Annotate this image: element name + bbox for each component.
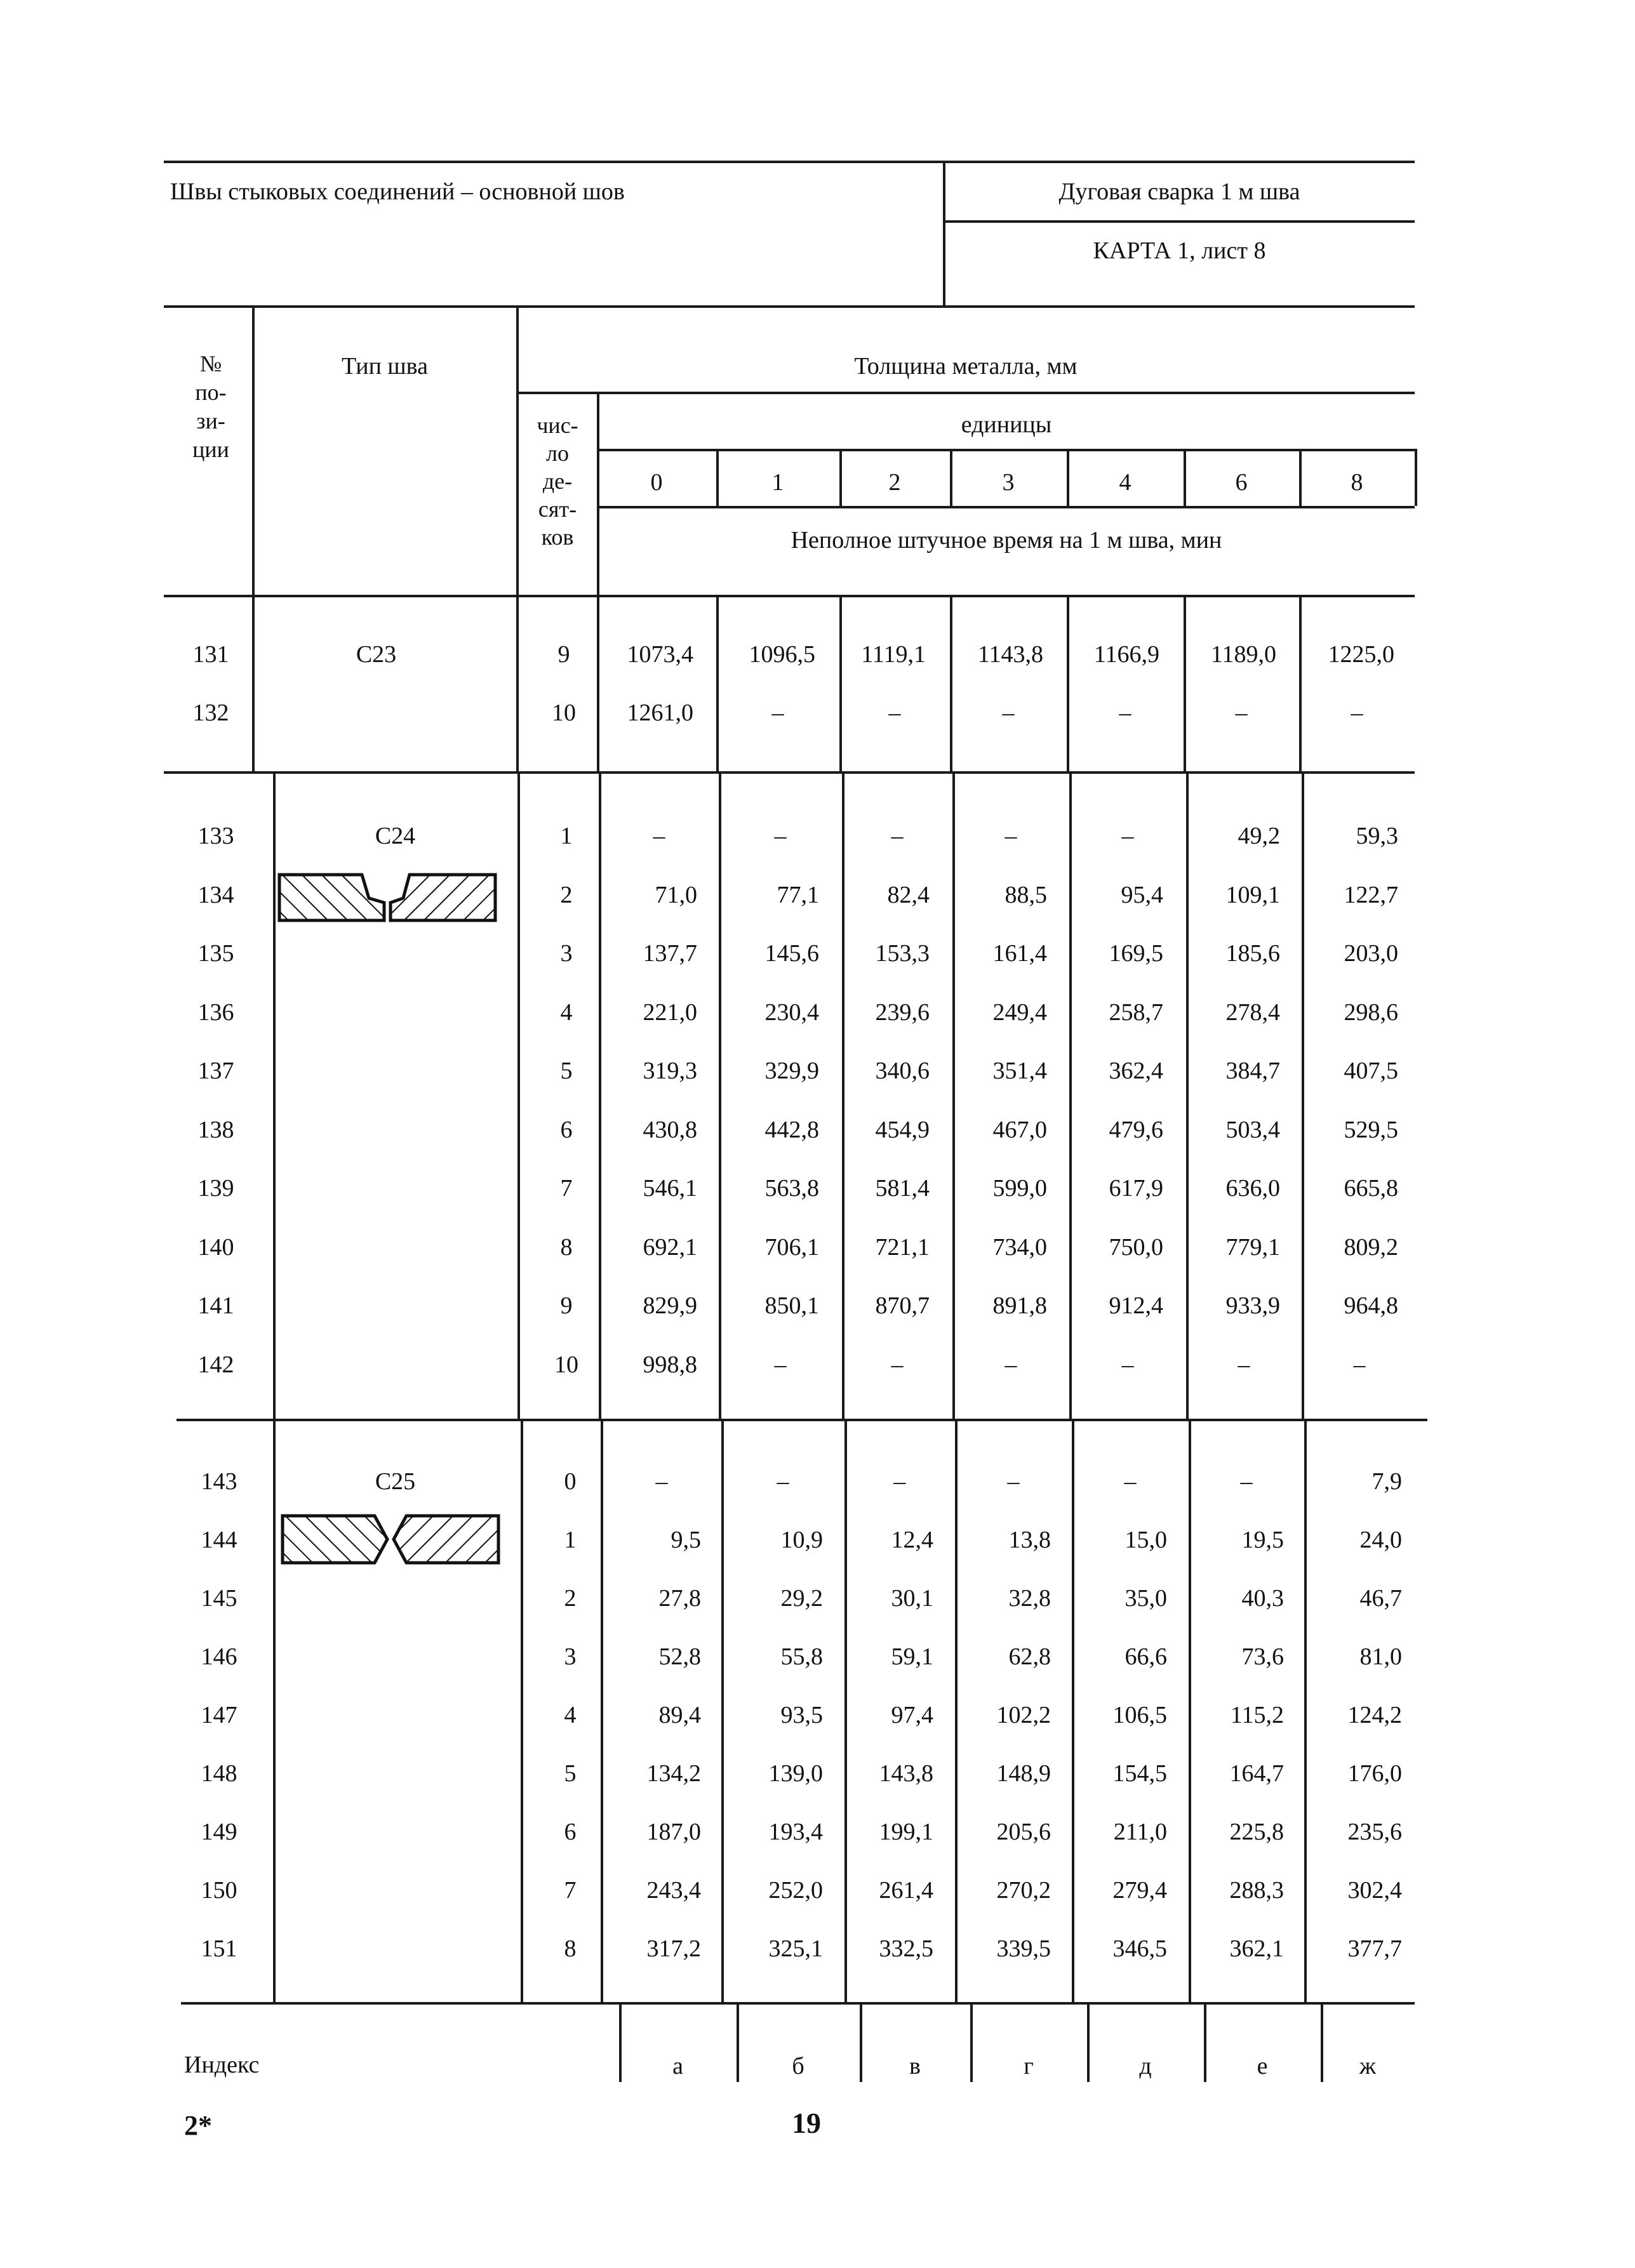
c25-seam-profile-drawing [279, 1511, 502, 1568]
tens-count: 3 [560, 940, 573, 967]
time-value: 164,7 [1229, 1760, 1284, 1787]
tens-count: 0 [564, 1468, 577, 1495]
time-value: 964,8 [1344, 1292, 1398, 1319]
time-value: 239,6 [875, 999, 930, 1026]
body-col-rule-pos [252, 595, 255, 771]
time-value: 467,0 [992, 1117, 1047, 1143]
time-value: 1073,4 [627, 641, 693, 668]
position-number: 138 [197, 1117, 234, 1143]
c25-left-plate [283, 1516, 387, 1563]
unit-value-header: 4 [1119, 469, 1131, 496]
tens-header-line: ков [541, 524, 574, 550]
time-value: – [1004, 823, 1017, 849]
time-value: 7,9 [1371, 1468, 1402, 1495]
time-value: 1189,0 [1210, 641, 1276, 668]
time-value: 12,4 [891, 1527, 933, 1553]
body-col-rule-value [1299, 595, 1302, 771]
time-value: 377,7 [1347, 1935, 1402, 1962]
footer-top-rule [181, 2002, 1415, 2005]
unit-col-rule [839, 449, 842, 506]
time-value: 143,8 [879, 1760, 933, 1787]
position-number: 148 [201, 1760, 237, 1787]
time-value: – [1351, 700, 1363, 726]
time-value: 221,0 [643, 999, 697, 1026]
time-value: – [891, 1351, 904, 1378]
time-value: 249,4 [992, 999, 1047, 1026]
time-value: 205,6 [996, 1819, 1051, 1845]
body-col-rule-type [517, 771, 520, 1419]
tens-count: 10 [552, 700, 576, 726]
time-value: 479,6 [1109, 1117, 1163, 1143]
time-value: 325,1 [768, 1935, 823, 1962]
unit-col-rule [1299, 449, 1302, 506]
process-label: Дуговая сварка 1 м шва [1058, 178, 1300, 205]
time-value: 139,0 [768, 1760, 823, 1787]
time-value: 81,0 [1359, 1643, 1402, 1670]
time-value: 10,9 [780, 1527, 823, 1553]
time-value: 529,5 [1344, 1117, 1398, 1143]
time-value: 870,7 [875, 1292, 930, 1319]
time-value: – [891, 823, 904, 849]
seam-type-label: С24 [375, 823, 416, 849]
index-col-rule [860, 2002, 862, 2082]
tens-count: 2 [560, 882, 573, 908]
index-letter: е [1257, 2053, 1268, 2079]
time-value: 503,4 [1225, 1117, 1280, 1143]
unit-values-rule [597, 506, 1415, 508]
time-value: – [1121, 823, 1134, 849]
position-number: 133 [197, 823, 234, 849]
time-value: 1143,8 [977, 641, 1043, 668]
tens-count: 10 [554, 1351, 578, 1378]
index-letter: в [909, 2053, 921, 2079]
thickness-rule [516, 392, 1415, 394]
time-value: 933,9 [1225, 1292, 1280, 1319]
index-letter: г [1024, 2053, 1034, 2079]
time-value: 581,4 [875, 1175, 930, 1202]
header-bottom-rule [164, 305, 1415, 308]
time-value: – [1238, 1351, 1250, 1378]
time-value: 850,1 [764, 1292, 819, 1319]
unit-value-header: 6 [1235, 469, 1248, 496]
time-value: 106,5 [1112, 1702, 1167, 1728]
time-value: 563,8 [764, 1175, 819, 1202]
position-number: 142 [197, 1351, 234, 1378]
time-value: 211,0 [1113, 1819, 1167, 1845]
c25-right-plate [394, 1516, 498, 1563]
time-value: 82,4 [887, 882, 930, 908]
time-value: 1166,9 [1093, 641, 1159, 668]
time-value: 49,2 [1238, 823, 1280, 849]
c24-left-plate [279, 875, 384, 920]
seam-type-label: С25 [375, 1468, 416, 1495]
position-number: 149 [201, 1819, 237, 1845]
body-col-rule-value [839, 595, 842, 771]
time-value: 66,6 [1124, 1643, 1167, 1670]
time-value: 362,1 [1229, 1935, 1284, 1962]
time-value: 288,3 [1229, 1877, 1284, 1904]
position-number: 136 [197, 999, 234, 1026]
tens-count: 7 [560, 1175, 573, 1202]
time-value: 279,4 [1112, 1877, 1167, 1904]
unit-col-rule [1067, 449, 1069, 506]
time-value: 317,2 [646, 1935, 701, 1962]
body-col-rule-value [716, 595, 719, 771]
time-value: 454,9 [875, 1117, 930, 1143]
body-col-rule-tens [597, 595, 599, 771]
time-value: 55,8 [780, 1643, 823, 1670]
time-value: 193,4 [768, 1819, 823, 1845]
unit-col-rule [1184, 449, 1186, 506]
time-value: 97,4 [891, 1702, 933, 1728]
time-value: 59,3 [1356, 823, 1398, 849]
time-value: 235,6 [1347, 1819, 1402, 1845]
units-header: единицы [961, 411, 1052, 438]
index-col-rule [970, 2002, 973, 2082]
unit-col-rule [950, 449, 952, 506]
body-col-rule-type [516, 595, 519, 771]
head-bottom-rule [164, 595, 1415, 597]
position-number: 134 [197, 882, 234, 908]
time-value: 442,8 [764, 1117, 819, 1143]
time-value: 270,2 [996, 1877, 1051, 1904]
time-value: 62,8 [1008, 1643, 1051, 1670]
time-value: 124,2 [1347, 1702, 1402, 1728]
time-value: 73,6 [1241, 1643, 1284, 1670]
time-value: 32,8 [1008, 1585, 1051, 1612]
time-value: 59,1 [891, 1643, 933, 1670]
time-value: 332,5 [879, 1935, 933, 1962]
time-value: 225,8 [1229, 1819, 1284, 1845]
position-header-line: ции [192, 437, 229, 462]
seam-type-label: С23 [356, 641, 397, 668]
position-number: 143 [201, 1468, 237, 1495]
time-value: – [1235, 700, 1248, 726]
time-value: 599,0 [992, 1175, 1047, 1202]
time-value: 230,4 [764, 999, 819, 1026]
position-number: 145 [201, 1585, 237, 1612]
body-col-rule-value [1302, 771, 1304, 1419]
header-top-rule [164, 161, 1415, 163]
time-value: 145,6 [764, 940, 819, 967]
time-value: 13,8 [1008, 1527, 1051, 1553]
unit-value-header: 8 [1351, 469, 1363, 496]
card-label: КАРТА 1, лист 8 [1093, 237, 1266, 264]
tens-count: 9 [560, 1292, 573, 1319]
tens-header-line: де- [542, 468, 573, 494]
document-title: Швы стыковых соединений – основной шов [170, 178, 625, 205]
index-col-rule [737, 2002, 739, 2082]
time-value: 351,4 [992, 1058, 1047, 1084]
time-value: 302,4 [1347, 1877, 1402, 1904]
position-number: 150 [201, 1877, 237, 1904]
time-value: 346,5 [1112, 1935, 1167, 1962]
time-value: 384,7 [1225, 1058, 1280, 1084]
time-value: 19,5 [1241, 1527, 1284, 1553]
time-value: 891,8 [992, 1292, 1047, 1319]
body-col-rule-tens [599, 771, 601, 1419]
time-value: 258,7 [1109, 999, 1163, 1026]
time-value: – [774, 1351, 787, 1378]
time-value: – [771, 700, 784, 726]
index-letter: д [1139, 2053, 1152, 2079]
unit-value-header: 0 [650, 469, 663, 496]
position-header-line: по- [195, 380, 227, 405]
tens-count: 9 [557, 641, 570, 668]
tens-header-line: чис- [537, 413, 578, 438]
time-value: 319,3 [643, 1058, 697, 1084]
time-value: 176,0 [1347, 1760, 1402, 1787]
position-number: 137 [197, 1058, 234, 1084]
index-letter: а [672, 2053, 683, 2079]
tens-count: 4 [564, 1702, 577, 1728]
time-value: 329,9 [764, 1058, 819, 1084]
time-value: 998,8 [643, 1351, 697, 1378]
time-value: 252,0 [768, 1877, 823, 1904]
time-value: 750,0 [1109, 1234, 1163, 1261]
time-value: 734,0 [992, 1234, 1047, 1261]
time-value: 636,0 [1225, 1175, 1280, 1202]
unit-value-header: 3 [1002, 469, 1015, 496]
time-value: 88,5 [1004, 882, 1047, 908]
position-number: 144 [201, 1527, 237, 1553]
header-divider [943, 161, 945, 307]
time-value: 340,6 [875, 1058, 930, 1084]
tens-header-line: ло [546, 441, 569, 466]
time-value: – [888, 700, 901, 726]
time-value: 46,7 [1359, 1585, 1402, 1612]
time-value: 102,2 [996, 1702, 1051, 1728]
time-value: 93,5 [780, 1702, 823, 1728]
tens-count: 8 [564, 1935, 577, 1962]
unit-col-rule [716, 449, 719, 506]
time-value: – [1002, 700, 1015, 726]
index-col-rule [1204, 2002, 1206, 2082]
position-number: 146 [201, 1643, 237, 1670]
sheet-mark: 2* [184, 2110, 212, 2141]
time-value: 407,5 [1344, 1058, 1398, 1084]
tens-count: 1 [564, 1527, 577, 1553]
body-col-rule-value [1186, 771, 1189, 1419]
tens-count: 6 [564, 1819, 577, 1845]
time-value: 261,4 [879, 1877, 933, 1904]
index-col-rule [1087, 2002, 1090, 2082]
position-number: 132 [192, 700, 229, 726]
index-letter: б [792, 2053, 804, 2079]
time-value: – [1119, 700, 1131, 726]
time-value: 203,0 [1344, 940, 1398, 967]
time-value: 27,8 [658, 1585, 701, 1612]
time-value: – [1121, 1351, 1134, 1378]
time-value: – [774, 823, 787, 849]
c24-right-plate [390, 875, 495, 920]
time-value: 77,1 [777, 882, 819, 908]
unit-value-header: 1 [771, 469, 784, 496]
tens-count: 5 [560, 1058, 573, 1084]
time-value: 15,0 [1124, 1527, 1167, 1553]
body-col-rule-type [521, 1419, 523, 2002]
body-col-rule-value [842, 771, 844, 1419]
time-value: 9,5 [671, 1527, 701, 1553]
time-value: – [1240, 1468, 1253, 1495]
time-header: Неполное штучное время на 1 м шва, мин [791, 527, 1222, 554]
tens-count: 1 [560, 823, 573, 849]
body-col-rule-value [719, 771, 721, 1419]
time-value: – [1353, 1351, 1366, 1378]
time-value: 430,8 [643, 1117, 697, 1143]
col-rule-type [516, 305, 519, 597]
unit-value-header: 2 [888, 469, 901, 496]
time-value: 40,3 [1241, 1585, 1284, 1612]
time-value: – [1124, 1468, 1137, 1495]
time-value: 362,4 [1109, 1058, 1163, 1084]
time-value: 29,2 [780, 1585, 823, 1612]
thickness-header: Толщина металла, мм [854, 353, 1078, 380]
time-value: – [655, 1468, 668, 1495]
index-col-rule [1321, 2002, 1323, 2082]
time-value: 187,0 [646, 1819, 701, 1845]
tens-count: 6 [560, 1117, 573, 1143]
time-value: 52,8 [658, 1643, 701, 1670]
header-mid-rule [943, 220, 1415, 223]
time-value: 154,5 [1112, 1760, 1167, 1787]
time-value: 71,0 [655, 882, 697, 908]
time-value: 1119,1 [861, 641, 926, 668]
time-value: 169,5 [1109, 940, 1163, 967]
position-number: 139 [197, 1175, 234, 1202]
time-value: 148,9 [996, 1760, 1051, 1787]
time-value: 829,9 [643, 1292, 697, 1319]
time-value: 278,4 [1225, 999, 1280, 1026]
page-number: 19 [792, 2107, 821, 2139]
body-col-rule-pos [273, 771, 276, 1419]
time-value: 779,1 [1225, 1234, 1280, 1261]
time-value: 665,8 [1344, 1175, 1398, 1202]
tens-count: 5 [564, 1760, 577, 1787]
index-label: Индекс [184, 2052, 260, 2078]
time-value: 809,2 [1344, 1234, 1398, 1261]
time-value: 546,1 [643, 1175, 697, 1202]
time-value: 912,4 [1109, 1292, 1163, 1319]
time-value: 89,4 [658, 1702, 701, 1728]
group-separator-rule [177, 1419, 1427, 1421]
time-value: 1225,0 [1328, 641, 1394, 668]
time-value: 161,4 [992, 940, 1047, 967]
time-value: 1096,5 [749, 641, 815, 668]
position-header-line: зи- [196, 408, 225, 434]
time-value: 706,1 [764, 1234, 819, 1261]
time-value: 122,7 [1344, 882, 1398, 908]
index-col-rule [619, 2002, 622, 2082]
position-number: 140 [197, 1234, 234, 1261]
time-value: – [893, 1468, 906, 1495]
body-col-rule-value [1069, 771, 1072, 1419]
time-value: 109,1 [1225, 882, 1280, 908]
time-value: 1261,0 [627, 700, 693, 726]
units-rule [597, 449, 1415, 451]
tens-count: 4 [560, 999, 573, 1026]
time-value: 30,1 [891, 1585, 933, 1612]
time-value: 617,9 [1109, 1175, 1163, 1202]
tens-header-line: сят- [538, 496, 577, 522]
unit-col-rule-end [1415, 449, 1417, 506]
position-number: 147 [201, 1702, 237, 1728]
time-value: 115,2 [1230, 1702, 1284, 1728]
time-value: 692,1 [643, 1234, 697, 1261]
time-value: 243,4 [646, 1877, 701, 1904]
time-value: 35,0 [1124, 1585, 1167, 1612]
time-value: – [1004, 1351, 1017, 1378]
time-value: – [653, 823, 665, 849]
tens-count: 3 [564, 1643, 577, 1670]
time-value: 95,4 [1121, 882, 1163, 908]
seam-type-header: Тип шва [341, 353, 428, 380]
position-number: 131 [192, 641, 229, 668]
tens-count: 7 [564, 1877, 577, 1904]
position-header-line: № [199, 351, 222, 376]
body-col-rule-pos [273, 1419, 276, 2002]
time-value: 153,3 [875, 940, 930, 967]
body-col-rule-value [950, 595, 952, 771]
time-value: 185,6 [1225, 940, 1280, 967]
position-number: 141 [197, 1292, 234, 1319]
tens-count: 2 [564, 1585, 577, 1612]
time-value: 199,1 [879, 1819, 933, 1845]
time-value: 721,1 [875, 1234, 930, 1261]
position-number: 151 [201, 1935, 237, 1962]
c24-seam-profile-drawing [276, 870, 498, 924]
time-value: – [777, 1468, 789, 1495]
tens-count: 8 [560, 1234, 573, 1261]
time-value: 298,6 [1344, 999, 1398, 1026]
time-value: 134,2 [646, 1760, 701, 1787]
time-value: 339,5 [996, 1935, 1051, 1962]
body-col-rule-value [1184, 595, 1186, 771]
position-number: 135 [197, 940, 234, 967]
body-col-rule-value [1067, 595, 1069, 771]
index-letter: ж [1359, 2053, 1377, 2079]
time-value: 137,7 [643, 940, 697, 967]
time-value: 24,0 [1359, 1527, 1402, 1553]
time-value: – [1007, 1468, 1020, 1495]
body-col-rule-value [952, 771, 955, 1419]
group-separator-rule [164, 771, 1415, 774]
